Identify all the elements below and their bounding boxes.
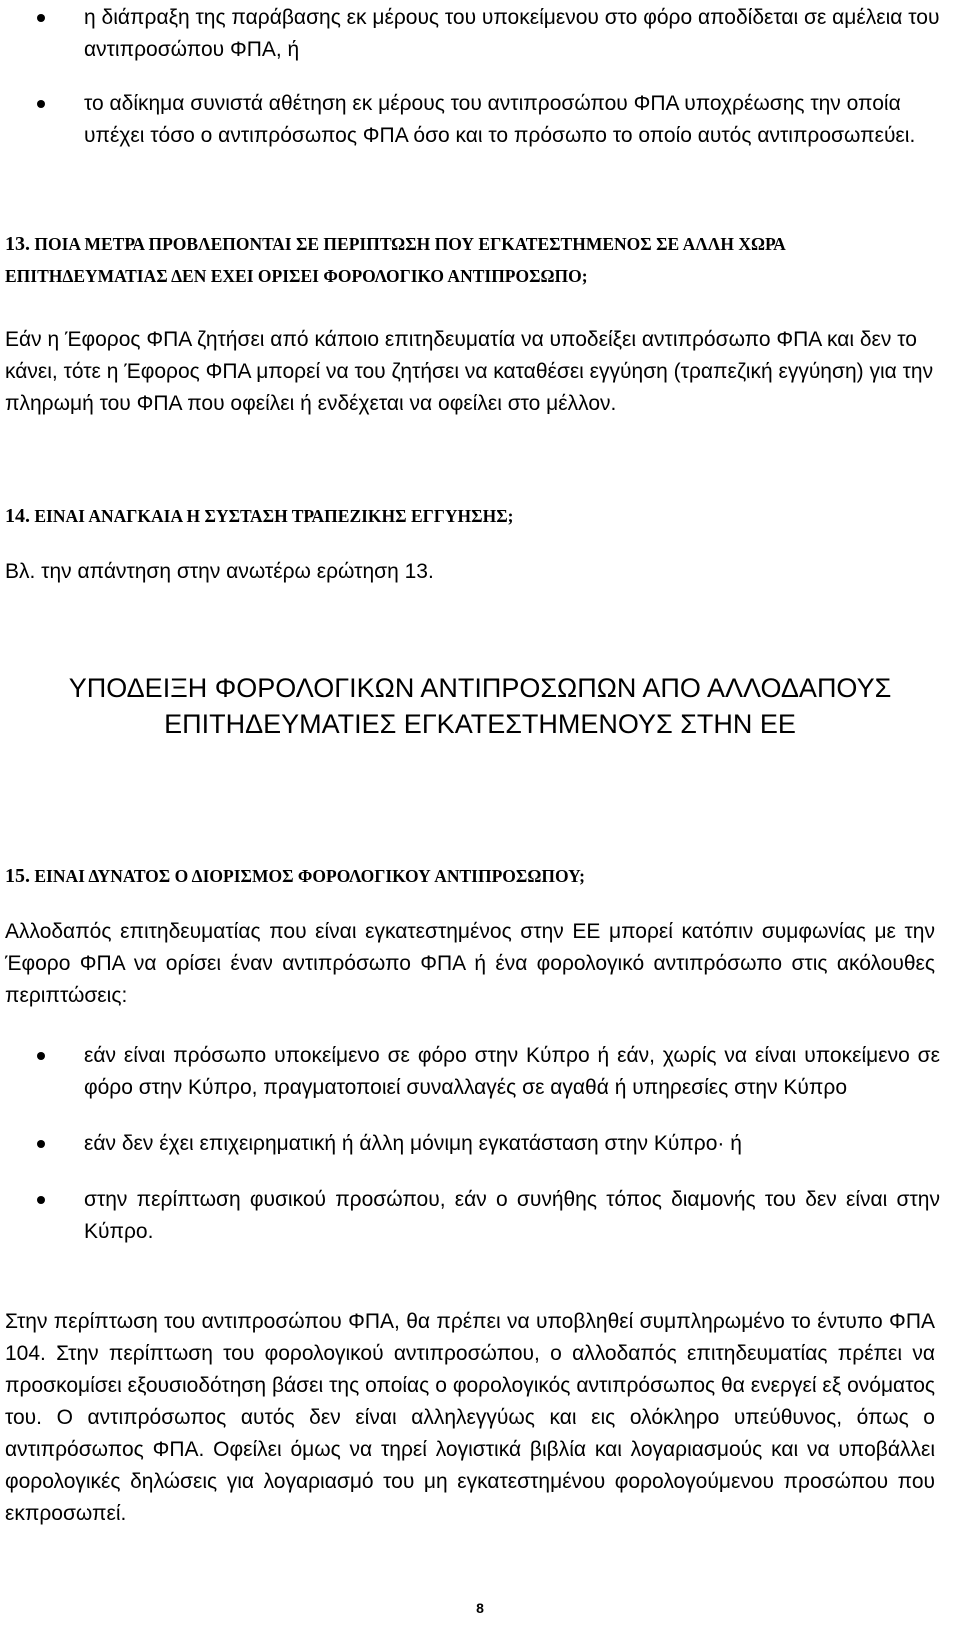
list-item <box>0 1184 940 1248</box>
bullet-text: η διάπραξη της παράβασης εκ μέρους του υποκείμενου στο φόρο αποδίδεται σε αμέλεια του αντιπροσώπου ΦΠΑ, ή <box>84 6 940 61</box>
question-title: ΕΙΝΑΙ ΔΥΝΑΤΟΣ Ο ΔΙΟΡΙΣΜΟΣ ΦΟΡΟΛΟΓΙΚΟΥ ΑΝΤΙΠΡΟΣΩΠΟΥ; <box>34 866 585 886</box>
bullet-icon <box>37 1052 45 1060</box>
bullet-text: εάν δεν έχει επιχειρηματική ή άλλη μόνιμη εγκατάσταση στην Κύπρο· ή <box>84 1132 742 1155</box>
bullet-icon <box>37 100 45 108</box>
question-15-heading <box>5 860 937 892</box>
question-13-answer: Εάν η Έφορος ΦΠΑ ζητήσει από κάποιο επιτηδευματία να υποδείξει αντιπρόσωπο ΦΠΑ και δεν το κάνει, τότε η Έφορος ΦΠΑ μπορεί να του ζητήσει να καταθέσει εγγύηση (τραπεζική εγγύηση) για την πληρωμή του ΦΠΑ που οφείλει ή ενδέχεται να οφείλει στο μέλλον. <box>5 328 934 415</box>
page-number: 8 <box>476 1600 484 1616</box>
top-bullet-list <box>0 2 940 152</box>
bullet-icon <box>37 1140 45 1148</box>
question-number: 15. <box>5 865 30 887</box>
bullet-text: εάν είναι πρόσωπο υποκείμενο σε φόρο στην Κύπρο ή εάν, χωρίς να είναι υποκείμενο σε φόρο στην Κύπρο, πραγματοποιεί συναλλαγές σε αγαθά ή υπηρεσίες στην Κύπρο <box>84 1044 940 1099</box>
question-number: 13. <box>5 233 30 255</box>
question-15-closing <box>5 1306 935 1530</box>
question-15-intro: Αλλοδαπός επιτηδευματίας που είναι εγκατεστημένος στην ΕΕ μπορεί κατόπιν συμφωνίας με την Έφορο ΦΠΑ να ορίσει έναν αντιπρόσωπο ΦΠΑ ή ένα φορολογικό αντιπρόσωπο στις ακόλουθες περιπτώσεις: <box>5 920 935 1007</box>
closing-sentence-2: Στην περίπτωση του φορολογικού αντιπροσώπου, ο αλλοδαπός επιτηδευματίας πρέπει να προσκομίσει εξουσιοδότηση βάσει της οποίας ο φορολογικός αντιπρόσωπος θα ενεργεί εξ ονόματος του. Ο αντιπρόσωπος αυτός δεν είναι αλληλεγγύως και εις ολόκληρο υπεύθυνος, όπως ο αντιπρόσωπος ΦΠΑ. Οφείλει όμως να τηρεί λογιστικά βιβλία και λογαριασμούς και να υποβάλλει φορολογικές δηλώσεις για λογαριασμό του μη εγκατεστημένου φορολογούμενου προσώπου που εκπροσωπεί. <box>5 1342 935 1525</box>
closing-sentence-1: Στην περίπτωση του αντιπροσώπου ΦΠΑ, θα πρέπει να υποβληθεί συμπληρωμένο το έντυπο ΦΠΑ 104. <box>5 1310 935 1365</box>
list-item <box>0 1128 940 1160</box>
bullet-text: στην περίπτωση φυσικού προσώπου, εάν ο συνήθης τόπος διαμονής του δεν είναι στην Κύπρο. <box>84 1188 940 1243</box>
question-number: 14. <box>5 505 30 527</box>
list-item <box>0 2 940 66</box>
question-13-heading <box>5 228 937 292</box>
bullet-text: το αδίκημα συνιστά αθέτηση εκ μέρους του αντιπροσώπου ΦΠΑ υποχρέωσης την οποία υπέχει τόσο ο αντιπρόσωπος ΦΠΑ όσο και το πρόσωπο το οποίο αυτός αντιπροσωπεύει. <box>84 92 916 147</box>
list-item <box>0 88 940 152</box>
bullet-icon <box>37 1196 45 1204</box>
list-item <box>0 1040 940 1104</box>
question-title: ΠΟΙΑ ΜΕΤΡΑ ΠΡΟΒΛΕΠΟΝΤΑΙ ΣΕ ΠΕΡΙΠΤΩΣΗ ΠΟΥ ΕΓΚΑΤΕΣΤΗΜΕΝΟΣ ΣΕ ΑΛΛΗ ΧΩΡΑ ΕΠΙΤΗΔΕΥΜΑΤΙΑΣ ΔΕΝ ΕΧΕΙ ΟΡΙΣΕΙ ΦΟΡΟΛΟΓΙΚΟ ΑΝΤΙΠΡΟΣΩΠΟ; <box>5 234 785 286</box>
question-title: ΕΙΝΑΙ ΑΝΑΓΚΑΙΑ Η ΣΥΣΤΑΣΗ ΤΡΑΠΕΖΙΚΗΣ ΕΓΓΥΗΣΗΣ; <box>34 506 514 526</box>
question-15-bullet-list <box>0 1040 940 1248</box>
section-title: ΥΠΟΔΕΙΞΗ ΦΟΡΟΛΟΓΙΚΩΝ ΑΝΤΙΠΡΟΣΩΠΩΝ ΑΠΟ ΑΛΛΟΔΑΠΟΥΣ ΕΠΙΤΗΔΕΥΜΑΤΙΕΣ ΕΓΚΑΤΕΣΤΗΜΕΝΟΥΣ ΣΤΗΝ ΕΕ <box>68 673 892 739</box>
question-14-answer: Βλ. την απάντηση στην ανωτέρω ερώτηση 13. <box>5 560 434 583</box>
bullet-icon <box>37 14 45 22</box>
question-14-heading <box>5 500 937 532</box>
